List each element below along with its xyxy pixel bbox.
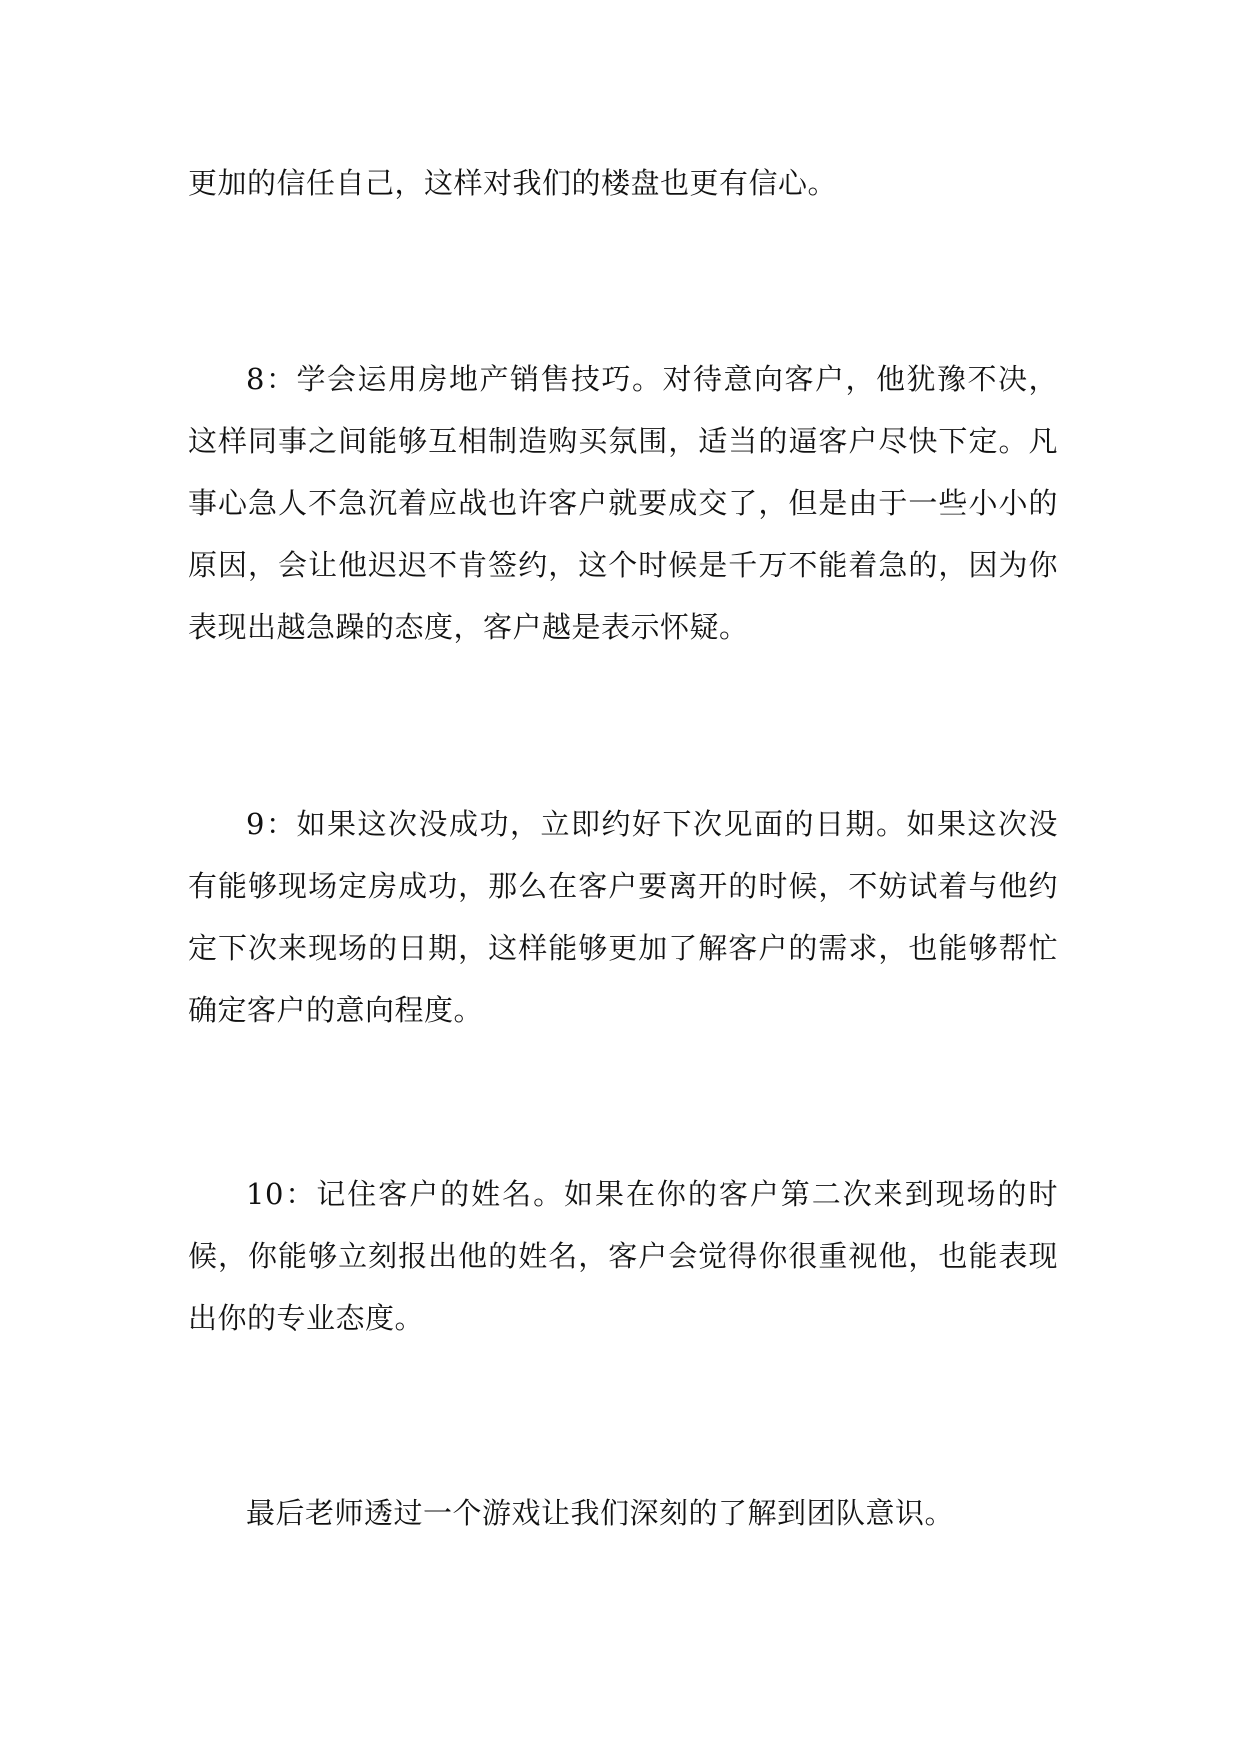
paragraph-conclusion: 最后老师透过一个游戏让我们深刻的了解到团队意识。 <box>246 1496 955 1530</box>
paragraph-tip-10: 10：记住客户的姓名。如果在你的客户第二次来到现场的时候，你能够立刻报出他的姓名，客户会觉得你很重视他，也能表现出你的专业态度。 <box>188 1177 1058 1335</box>
paragraph-tip-8: 8：学会运用房地产销售技巧。对待意向客户，他犹豫不决，这样同事之间能够互相制造购买氛围，适当的逼客户尽快下定。凡事心急人不急沉着应战也许客户就要成交了，但是由于一些小小的原因，会让他迟迟不肯签约，这个时候是千万不能着急的，因为你表现出越急躁的态度，客户越是表示怀疑。 <box>188 362 1058 644</box>
paragraph-continuation: 更加的信任自己，这样对我们的楼盘也更有信心。 <box>188 166 838 200</box>
paragraph-tip-9: 9：如果这次没成功，立即约好下次见面的日期。如果这次没有能够现场定房成功，那么在客户要离开的时候，不妨试着与他约定下次来现场的日期，这样能够更加了解客户的需求，也能够帮忙确定客户的意向程度。 <box>188 807 1058 1027</box>
